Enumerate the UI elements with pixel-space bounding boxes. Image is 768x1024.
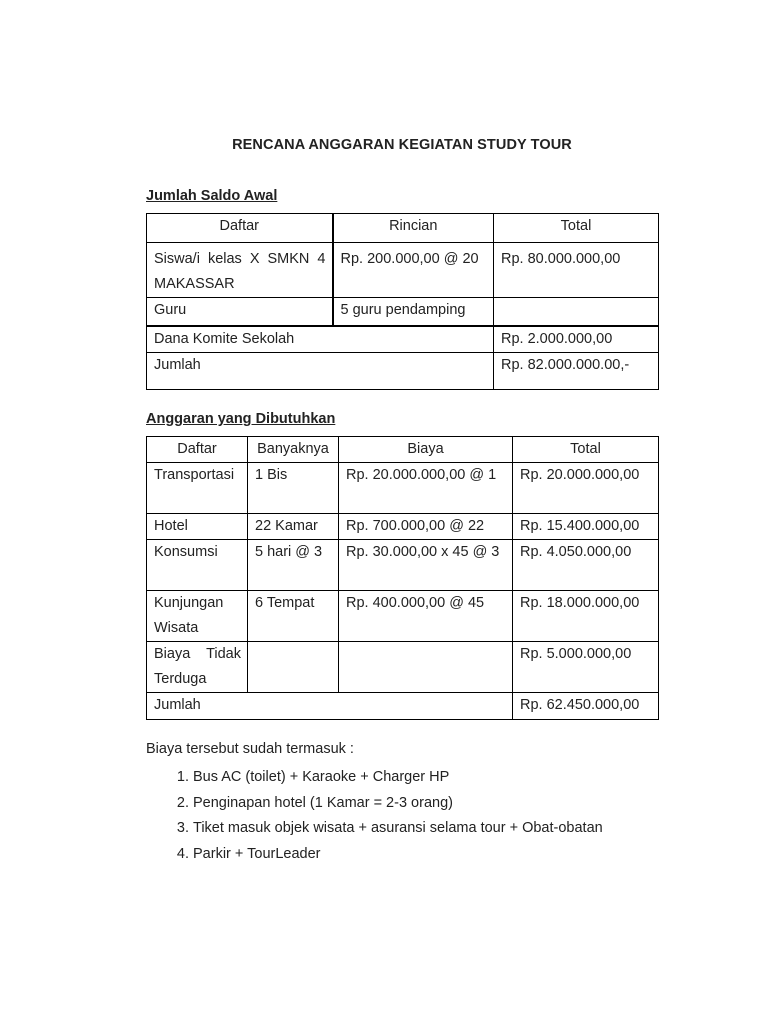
includes-intro: Biaya tersebut sudah termasuk : xyxy=(146,741,354,757)
anggaran-header-row xyxy=(147,437,659,463)
komite-label: Dana Komite Sekolah xyxy=(147,326,494,353)
anggaran-jumlah-total: Rp. 62.450.000,00 xyxy=(513,693,659,720)
anggaran-table xyxy=(146,436,659,720)
anggaran-cell-biaya: Rp. 400.000,00 @ 45 xyxy=(339,591,513,642)
anggaran-cell-daftar: Konsumsi xyxy=(147,540,248,591)
anggaran-cell-total: Rp. 18.000.000,00 xyxy=(513,591,659,642)
saldo-jumlah-row xyxy=(147,352,659,389)
anggaran-row xyxy=(147,540,659,591)
anggaran-row xyxy=(147,642,659,693)
saldo-cell-daftar: Guru xyxy=(147,298,333,326)
saldo-header-daftar: Daftar xyxy=(147,214,333,243)
anggaran-jumlah-label: Jumlah xyxy=(147,693,513,720)
anggaran-cell-daftar: Transportasi xyxy=(147,463,248,514)
saldo-cell-total xyxy=(494,298,659,326)
anggaran-header-total: Total xyxy=(513,437,659,463)
saldo-cell-daftar: Siswa/i kelas X SMKN 4 MAKASSAR xyxy=(147,243,333,298)
komite-total: Rp. 2.000.000,00 xyxy=(494,326,659,353)
saldo-cell-total: Rp. 80.000.000,00 xyxy=(494,243,659,298)
saldo-header-rincian: Rincian xyxy=(333,214,494,243)
saldo-komite-row xyxy=(147,326,659,353)
anggaran-heading: Anggaran yang Dibutuhkan xyxy=(146,411,336,427)
anggaran-cell-daftar: Kunjungan Wisata xyxy=(147,591,248,642)
anggaran-row xyxy=(147,463,659,514)
saldo-table xyxy=(146,213,659,390)
anggaran-cell-banyaknya: 1 Bis xyxy=(248,463,339,514)
anggaran-cell-biaya: Rp. 20.000.000,00 @ 1 xyxy=(339,463,513,514)
includes-list xyxy=(146,765,603,867)
list-item: 3. Tiket masuk objek wisata + asuransi selama tour + Obat-obatan xyxy=(193,816,603,842)
anggaran-cell-total: Rp. 20.000.000,00 xyxy=(513,463,659,514)
saldo-header-row xyxy=(147,214,659,243)
anggaran-jumlah-row xyxy=(147,693,659,720)
anggaran-header-banyaknya: Banyaknya xyxy=(248,437,339,463)
anggaran-cell-banyaknya xyxy=(248,642,339,693)
saldo-header-total: Total xyxy=(494,214,659,243)
anggaran-cell-total: Rp. 15.400.000,00 xyxy=(513,514,659,540)
anggaran-row xyxy=(147,591,659,642)
saldo-row xyxy=(147,243,659,298)
saldo-cell-rincian: Rp. 200.000,00 @ 20 xyxy=(333,243,494,298)
anggaran-row xyxy=(147,514,659,540)
anggaran-cell-banyaknya: 6 Tempat xyxy=(248,591,339,642)
anggaran-cell-daftar: Biaya Tidak Terduga xyxy=(147,642,248,693)
anggaran-cell-banyaknya: 5 hari @ 3 xyxy=(248,540,339,591)
document-title: RENCANA ANGGARAN KEGIATAN STUDY TOUR xyxy=(232,137,572,153)
list-item: 4. Parkir + TourLeader xyxy=(193,842,603,868)
anggaran-cell-total: Rp. 4.050.000,00 xyxy=(513,540,659,591)
list-item: 2. Penginapan hotel (1 Kamar = 2-3 orang) xyxy=(193,791,603,817)
saldo-jumlah-total: Rp. 82.000.000.00,- xyxy=(494,352,659,389)
anggaran-header-daftar: Daftar xyxy=(147,437,248,463)
saldo-heading: Jumlah Saldo Awal xyxy=(146,188,278,204)
anggaran-cell-daftar: Hotel xyxy=(147,514,248,540)
anggaran-cell-banyaknya: 22 Kamar xyxy=(248,514,339,540)
saldo-jumlah-label: Jumlah xyxy=(147,352,494,389)
anggaran-header-biaya: Biaya xyxy=(339,437,513,463)
saldo-cell-rincian: 5 guru pendamping xyxy=(333,298,494,326)
saldo-row xyxy=(147,298,659,326)
anggaran-cell-biaya xyxy=(339,642,513,693)
anggaran-cell-total: Rp. 5.000.000,00 xyxy=(513,642,659,693)
anggaran-cell-biaya: Rp. 30.000,00 x 45 @ 3 xyxy=(339,540,513,591)
list-item: 1. Bus AC (toilet) + Karaoke + Charger HP xyxy=(193,765,603,791)
anggaran-cell-biaya: Rp. 700.000,00 @ 22 xyxy=(339,514,513,540)
